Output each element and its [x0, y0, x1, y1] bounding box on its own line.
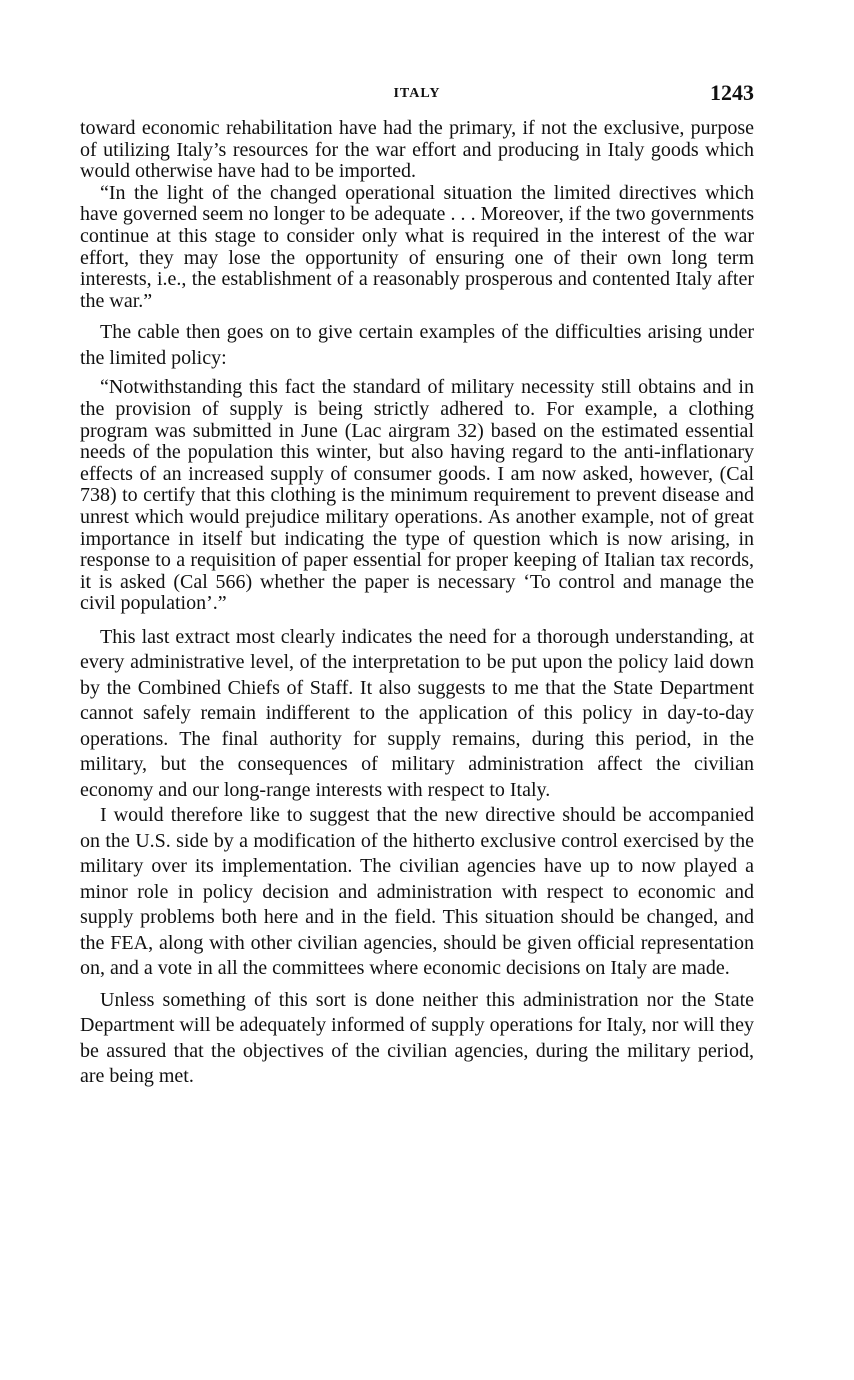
paragraph-unless-something: Unless something of this sort is done neither this administration nor the State Department will be adequately informed of supply operations for Italy, nor will they be assured that the objectives of the civilian agencies, during the military period, are being met. [80, 988, 754, 1088]
paragraph-last-extract: This last extract most clearly indicates the need for a thorough understanding, at every administrative level, of the interpretation to be put upon the policy laid down by the Combined Chiefs of Staff. It also suggests to me that the State Department cannot safely remain indifferent to the application of this policy in day-to-day operations. The final authority for supply remains, during this period, in the military, but the consequences of military administration affect the civilian economy and our long-range interests with respect to Italy. [80, 625, 754, 801]
quote-paragraph-military-necessity: “Notwithstanding this fact the standard of military necessity still obtains and in the provision of supply is being strictly adhered to. For example, a clothing program was submitted in June (Lac airgram 32) based on the estimated essential needs of the population this winter, but also having regard to the anti-inflationary effects of an increased supply of consumer goods. I am now asked, however, (Cal 738) to certify that this clothing is the minimum requirement to prevent disease and unrest which would prejudice military operations. As another example, not of great importance in itself but indicating the type of question which is now arising, in response to a requisition of paper essential for proper keeping of Italian tax records, it is asked (Cal 566) whether the paper is necessary ‘To control and manage the civil population’.” [80, 376, 754, 615]
paragraph-new-directive: I would therefore like to suggest that the new directive should be accompanied on the U.S. side by a modification of the hitherto exclusive control exercised by the military over its implementation. The civilian agencies have up to now played a minor role in policy decision and administration with respect to economic and supply problems both here and in the field. This situation should be changed, and the FEA, along with other civilian agencies, should be given official representation on, and a vote in all the committees where economic decisions on Italy are made. [80, 804, 754, 980]
page-number: 1243 [710, 80, 754, 105]
quoted-cable-excerpt-2 [80, 377, 754, 615]
paragraph-cable-examples-intro: The cable then goes on to give certain examples of the difficulties arising under the limited policy: [80, 321, 754, 369]
quoted-cable-excerpt-1 [80, 118, 754, 312]
quote-paragraph-changed-situation: “In the light of the changed operational situation the limited directives which have governed seem no longer to be adequate . . . Moreover, if the two governments continue at this stage to consider only what is required in the interest of the war effort, they may lose the opportunity of ensuring one of their own long term interests, i.e., the establishment of a reasonably prosperous and contented Italy after the war.” [80, 181, 754, 312]
page-header [80, 78, 754, 118]
running-head: ITALY [393, 86, 441, 101]
quote-paragraph-continuation: toward economic rehabilitation have had the primary, if not the exclusive, purpose of utilizing Italy’s resources for the war effort and producing in Italy goods which would otherwise have had to be imported. [80, 117, 754, 183]
document-page [80, 78, 754, 1090]
